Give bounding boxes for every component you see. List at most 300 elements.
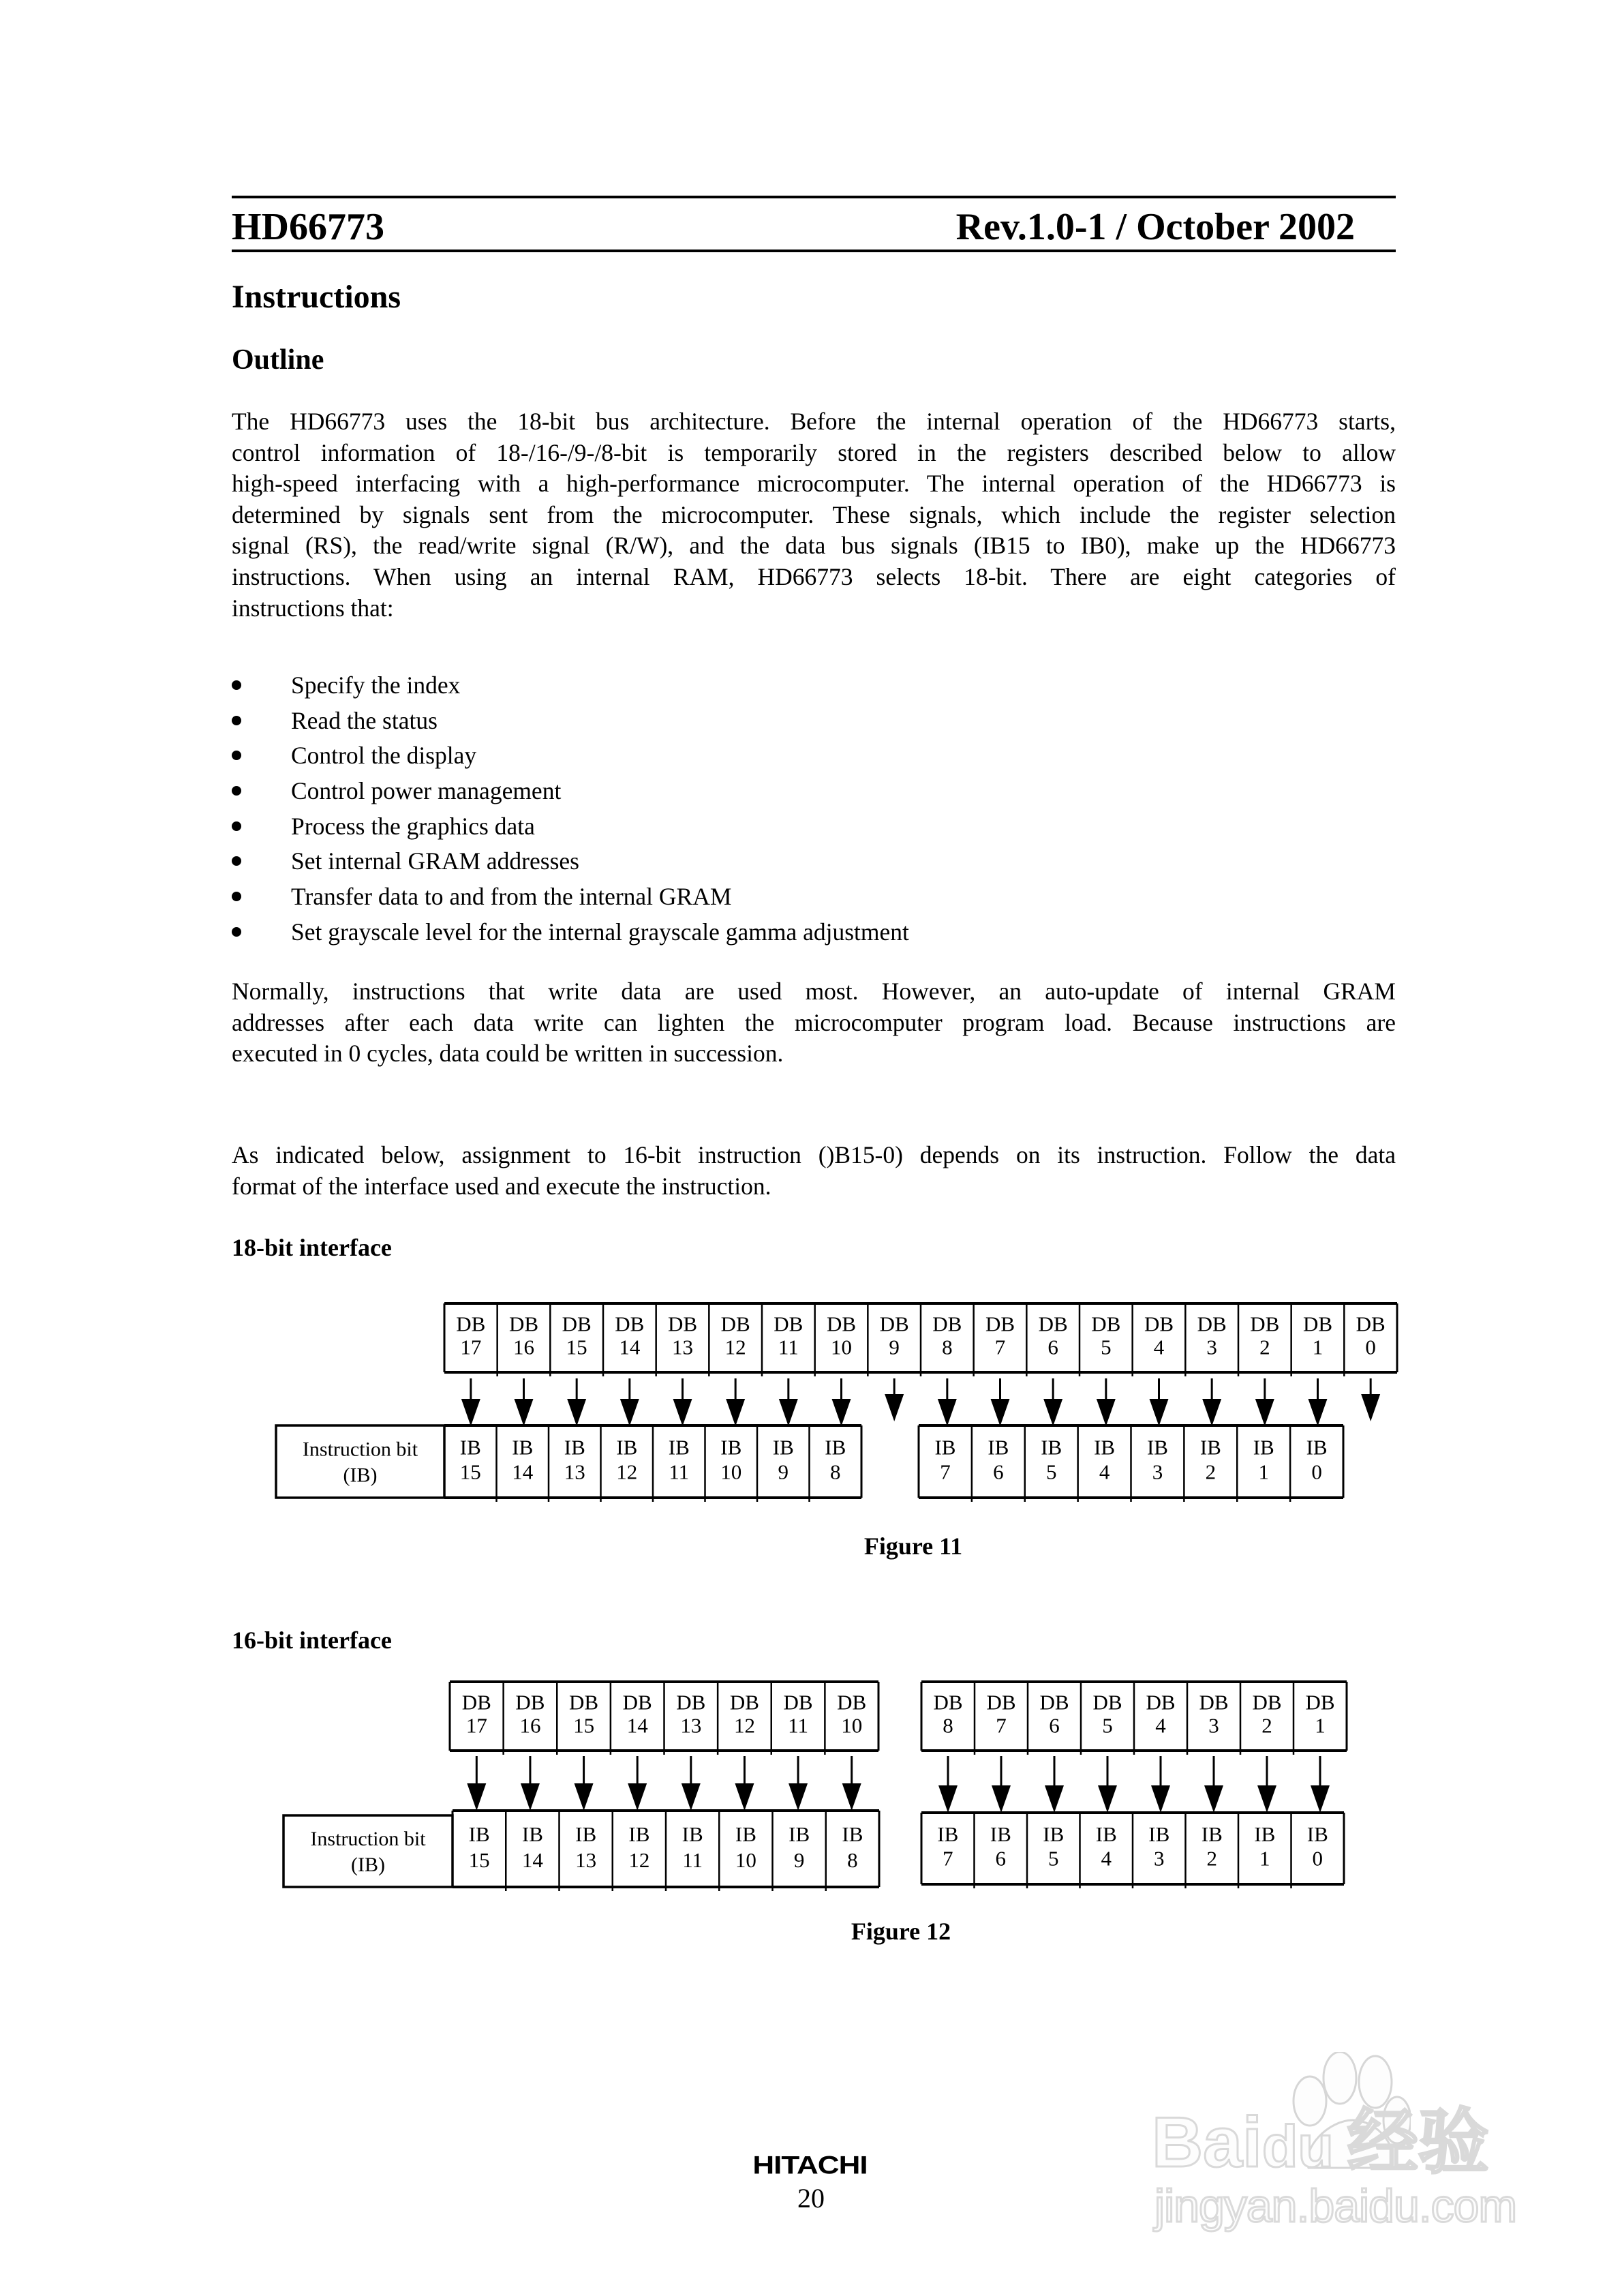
list-item-text: Transfer data to and from the internal GRAM — [291, 883, 732, 911]
list-item-text: Control power management — [291, 777, 562, 805]
mapping-arrow — [726, 1378, 745, 1426]
cell-bit-number: 10 — [735, 1847, 756, 1872]
cell-prefix: DB — [508, 1312, 539, 1336]
cell-prefix: IB — [616, 1435, 638, 1460]
db-lower-row-cell — [1092, 1690, 1122, 1737]
cell-prefix: DB — [676, 1690, 706, 1715]
ib-upper-row-cell — [616, 1435, 637, 1483]
cell-prefix: DB — [1144, 1312, 1174, 1336]
cell-prefix: IB — [682, 1822, 703, 1846]
cell-prefix: IB — [1095, 1822, 1117, 1846]
mapping-arrow — [673, 1378, 692, 1426]
db-lower-row-cell — [1305, 1690, 1334, 1737]
ib-upper-row-cell — [773, 1435, 794, 1483]
watermark-brand-cn: 经验 — [1347, 2103, 1489, 2182]
watermark-brand-latin: Bai — [1152, 2103, 1262, 2182]
arrowhead-icon — [620, 1399, 639, 1426]
cell-bit-number: 13 — [575, 1847, 597, 1872]
instruction-bit-label — [276, 1425, 444, 1498]
bullet-icon — [232, 856, 241, 866]
cell-bit-number: 4 — [1101, 1846, 1112, 1871]
cell-prefix: DB — [667, 1312, 698, 1336]
db-row-cell — [1091, 1312, 1120, 1359]
cell-bit-number: 11 — [778, 1335, 799, 1359]
cell-prefix: DB — [1092, 1690, 1122, 1715]
cell-prefix: IB — [1043, 1822, 1065, 1846]
cell-prefix: IB — [512, 1435, 534, 1460]
cell-prefix: IB — [575, 1822, 597, 1846]
cell-prefix: IB — [735, 1822, 756, 1846]
mapping-arrow — [779, 1378, 798, 1426]
cell-prefix: DB — [837, 1690, 867, 1715]
bullet-icon — [232, 927, 241, 937]
mapping-arrow — [1255, 1378, 1274, 1426]
ib-upper-row-cell — [735, 1822, 756, 1872]
cell-prefix: DB — [461, 1690, 491, 1715]
cell-prefix: IB — [720, 1435, 742, 1460]
cell-bit-number: 13 — [564, 1460, 585, 1484]
mapping-arrow — [467, 1756, 486, 1811]
paragraph-line: signal (RS), the read/write signal (R/W), and the data bus signals (IB15 to IB0), make up the HD66773 — [232, 532, 1396, 560]
cell-prefix: DB — [1199, 1690, 1229, 1715]
cell-bit-number: 15 — [573, 1713, 595, 1738]
cell-bit-number: 9 — [889, 1335, 900, 1359]
cell-bit-number: 9 — [793, 1847, 805, 1872]
mapping-arrow — [682, 1756, 701, 1811]
list-item-text: Set grayscale level for the internal grayscale gamma adjustment — [291, 918, 909, 946]
cell-bit-number: 7 — [940, 1460, 951, 1484]
mapping-arrow — [1043, 1378, 1062, 1426]
arrowhead-icon — [885, 1394, 904, 1421]
mapping-arrow — [1202, 1378, 1221, 1426]
cell-prefix: DB — [1038, 1312, 1068, 1336]
cell-bit-number: 3 — [1152, 1460, 1163, 1484]
arrowhead-icon — [1309, 1399, 1328, 1426]
arrowhead-icon — [1045, 1785, 1064, 1813]
cell-prefix: DB — [1302, 1312, 1333, 1336]
db-lower-row-cell — [1146, 1690, 1175, 1737]
arrowhead-icon — [515, 1399, 534, 1426]
db-lower-row-cell — [1199, 1690, 1228, 1737]
cell-prefix: DB — [1039, 1690, 1069, 1715]
db-lower-row-cell — [1039, 1690, 1069, 1737]
db-row-cell — [1356, 1312, 1386, 1359]
cell-bit-number: 4 — [1155, 1713, 1166, 1738]
label-line1: Instruction bit — [302, 1438, 418, 1461]
cell-prefix: DB — [729, 1690, 759, 1715]
ib-lower-row-cell — [1094, 1435, 1115, 1483]
arrowhead-icon — [1257, 1785, 1276, 1813]
db-row-cell — [774, 1312, 803, 1359]
ib-lower-row-cell — [988, 1435, 1009, 1483]
mapping-arrow — [1309, 1378, 1328, 1426]
ib-lower-row-cell — [1148, 1822, 1169, 1871]
cell-bit-number: 3 — [1208, 1713, 1219, 1738]
hitachi-logo: HITACHI — [752, 2151, 868, 2180]
cell-prefix: IB — [1199, 1435, 1221, 1460]
mapping-arrow — [992, 1756, 1011, 1813]
mapping-arrow — [991, 1378, 1010, 1426]
figure12-caption: Figure 12 — [851, 1918, 951, 1945]
ib-lower-row-cell — [1043, 1822, 1064, 1871]
cell-prefix: DB — [1091, 1312, 1121, 1336]
paragraph-line: The HD66773 uses the 18-bit bus architecture. Before the internal operation of the HD66773 starts, — [232, 408, 1396, 435]
cell-prefix: IB — [937, 1822, 959, 1846]
arrowhead-icon — [1202, 1399, 1221, 1426]
label-line2: (IB) — [351, 1853, 385, 1876]
mapping-arrow — [1150, 1378, 1169, 1426]
assignment-paragraph — [232, 1140, 1396, 1202]
cell-bit-number: 0 — [1312, 1846, 1323, 1871]
arrowhead-icon — [938, 1399, 957, 1426]
db-lower-row-cell — [1252, 1690, 1281, 1737]
ib-lower-row-cell — [990, 1822, 1011, 1871]
paragraph-line: Normally, instructions that write data are used most. However, an auto-update of internal GRAM — [232, 978, 1396, 1005]
cell-bit-number: 2 — [1206, 1846, 1217, 1871]
cell-bit-number: 11 — [669, 1460, 690, 1484]
ib-upper-row-cell — [669, 1435, 690, 1483]
cell-prefix: DB — [879, 1312, 909, 1336]
figure11-diagram — [276, 1303, 1397, 1502]
ib-lower-row-cell — [934, 1435, 955, 1483]
cell-bit-number: 1 — [1312, 1335, 1323, 1359]
cell-bit-number: 17 — [460, 1335, 482, 1359]
list-item-text: Specify the index — [291, 671, 461, 699]
cell-bit-number: 10 — [831, 1335, 852, 1359]
list-item-text: Set internal GRAM addresses — [291, 847, 579, 875]
cell-prefix: DB — [1146, 1690, 1176, 1715]
cell-prefix: DB — [826, 1312, 857, 1336]
db-upper-row-cell — [515, 1690, 545, 1737]
cell-bit-number: 4 — [1099, 1460, 1110, 1484]
cell-bit-number: 11 — [788, 1713, 808, 1738]
db-row-cell — [1144, 1312, 1174, 1359]
ib-upper-row-cell — [522, 1822, 544, 1872]
cell-prefix: DB — [562, 1312, 592, 1336]
figure11-heading: 18-bit interface — [232, 1234, 392, 1261]
mapping-arrow — [1098, 1756, 1117, 1813]
list-item-text: Read the status — [291, 706, 438, 734]
bullet-icon — [232, 892, 241, 901]
arrowhead-icon — [832, 1399, 851, 1426]
baidu-watermark — [1152, 2052, 1533, 2236]
mapping-arrow — [1204, 1756, 1223, 1813]
mapping-arrow — [575, 1756, 594, 1811]
cell-bit-number: 12 — [616, 1460, 638, 1484]
cell-bit-number: 7 — [994, 1335, 1006, 1359]
ib-upper-row-cell — [825, 1435, 846, 1483]
cell-bit-number: 10 — [720, 1460, 742, 1484]
mapping-arrow — [1045, 1756, 1064, 1813]
arrowhead-icon — [1204, 1785, 1223, 1813]
db-row-cell — [880, 1312, 909, 1359]
db-upper-row-cell — [784, 1690, 813, 1737]
mapping-arrow — [628, 1756, 647, 1811]
cell-bit-number: 8 — [942, 1335, 953, 1359]
cell-prefix: IB — [1041, 1435, 1062, 1460]
figure12-diagram — [284, 1682, 1347, 1891]
mapping-arrow — [1097, 1378, 1116, 1426]
cell-prefix: DB — [986, 1690, 1016, 1715]
cell-prefix: IB — [842, 1822, 863, 1846]
ib-upper-row-cell — [842, 1822, 863, 1872]
ib-lower-row-cell — [1041, 1435, 1062, 1483]
mapping-arrow — [515, 1378, 534, 1426]
cell-prefix: DB — [1305, 1690, 1335, 1715]
mapping-arrow — [567, 1378, 586, 1426]
paragraph-line: high-speed interfacing with a high-performance microcomputer. The internal operation of the HD66773 is — [232, 470, 1396, 498]
cell-bit-number: 1 — [1259, 1846, 1270, 1871]
db-upper-row-cell — [730, 1690, 759, 1737]
cell-bit-number: 15 — [468, 1847, 490, 1872]
arrowhead-icon — [1098, 1785, 1117, 1813]
arrowhead-icon — [735, 1783, 754, 1811]
arrowhead-icon — [682, 1783, 701, 1811]
db-upper-row-cell — [676, 1690, 705, 1737]
cell-bit-number: 5 — [1101, 1335, 1112, 1359]
cell-prefix: IB — [459, 1435, 481, 1460]
cell-prefix: IB — [1306, 1822, 1328, 1846]
cell-bit-number: 4 — [1153, 1335, 1165, 1359]
cell-bit-number: 1 — [1315, 1713, 1326, 1738]
arrowhead-icon — [1311, 1785, 1330, 1813]
cell-bit-number: 15 — [566, 1335, 587, 1359]
mapping-arrow — [521, 1756, 540, 1811]
cell-bit-number: 12 — [628, 1847, 650, 1872]
paragraph-line: instructions. When using an internal RAM, HD66773 selects 18-bit. There are eight categories of — [232, 562, 1396, 590]
cell-bit-number: 16 — [519, 1713, 541, 1738]
cell-prefix: DB — [774, 1312, 804, 1336]
list-item-text: Process the graphics data — [291, 812, 535, 840]
cell-prefix: IB — [668, 1435, 690, 1460]
cell-bit-number: 14 — [521, 1847, 543, 1872]
ib-lower-row-cell — [937, 1822, 958, 1871]
mapping-arrow — [620, 1378, 639, 1426]
cell-bit-number: 3 — [1206, 1335, 1217, 1359]
watermark-brand — [1152, 2105, 1489, 2184]
subsection-title: Outline — [232, 344, 324, 376]
bullet-icon — [232, 680, 241, 690]
ib-upper-row-cell — [628, 1822, 649, 1872]
cell-bit-number: 0 — [1365, 1335, 1376, 1359]
db-row-cell — [509, 1312, 538, 1359]
ib-upper-row-cell — [789, 1822, 810, 1872]
cell-bit-number: 8 — [943, 1713, 953, 1738]
mapping-arrow — [1257, 1756, 1276, 1813]
cell-bit-number: 9 — [778, 1460, 789, 1484]
db-upper-row-cell — [837, 1690, 866, 1737]
mapping-arrow — [938, 1378, 957, 1426]
db-upper-row-cell — [623, 1690, 652, 1737]
cell-bit-number: 6 — [993, 1460, 1004, 1484]
cell-bit-number: 12 — [724, 1335, 746, 1359]
arrowhead-icon — [1255, 1399, 1274, 1426]
mapping-arrow — [938, 1756, 958, 1813]
cell-bit-number: 2 — [1205, 1460, 1216, 1484]
cell-prefix: DB — [515, 1690, 545, 1715]
mapping-arrow — [789, 1756, 808, 1811]
db-row-cell — [1303, 1312, 1332, 1359]
mapping-arrow — [832, 1378, 851, 1426]
cell-prefix: IB — [825, 1435, 846, 1460]
arrowhead-icon — [628, 1783, 647, 1811]
cell-bit-number: 17 — [465, 1713, 487, 1738]
cell-bit-number: 14 — [626, 1713, 648, 1738]
cell-bit-number: 14 — [619, 1335, 641, 1359]
mapping-arrow — [842, 1756, 861, 1811]
ib-upper-row-cell — [720, 1435, 741, 1483]
cell-prefix: DB — [932, 1312, 962, 1336]
cell-bit-number: 3 — [1154, 1846, 1165, 1871]
bullet-icon — [232, 821, 241, 831]
ib-lower-row-cell — [1306, 1435, 1328, 1483]
db-row-cell — [615, 1312, 644, 1359]
mapping-arrow — [1151, 1756, 1170, 1813]
ib-lower-row-cell — [1096, 1822, 1117, 1871]
cell-prefix: DB — [783, 1690, 813, 1715]
db-row-cell — [1039, 1312, 1068, 1359]
cell-prefix: IB — [1254, 1822, 1276, 1846]
cell-prefix: DB — [1250, 1312, 1280, 1336]
cell-bit-number: 6 — [1049, 1713, 1060, 1738]
cell-bit-number: 5 — [1102, 1713, 1113, 1738]
cell-bit-number: 8 — [847, 1847, 858, 1872]
header-bottom-rule — [232, 250, 1396, 252]
cell-prefix: IB — [1306, 1435, 1328, 1460]
arrowhead-icon — [1361, 1394, 1380, 1421]
cell-bit-number: 7 — [996, 1713, 1007, 1738]
cell-prefix: DB — [933, 1690, 963, 1715]
arrowhead-icon — [779, 1399, 798, 1426]
db-row-cell — [1197, 1312, 1227, 1359]
cell-bit-number: 1 — [1258, 1460, 1269, 1484]
arrowhead-icon — [467, 1783, 486, 1811]
cell-bit-number: 7 — [943, 1846, 953, 1871]
arrowhead-icon — [842, 1783, 861, 1811]
cell-bit-number: 2 — [1259, 1335, 1270, 1359]
figure12-heading: 16-bit interface — [232, 1627, 392, 1654]
mapping-arrow — [735, 1756, 754, 1811]
cell-bit-number: 6 — [1047, 1335, 1058, 1359]
bullet-icon — [232, 751, 241, 760]
cell-prefix: IB — [628, 1822, 650, 1846]
cell-bit-number: 8 — [830, 1460, 841, 1484]
arrowhead-icon — [1097, 1399, 1116, 1426]
ib-upper-row-cell — [460, 1435, 481, 1483]
watermark-url: jingyan.baidu.com — [1154, 2180, 1517, 2232]
cell-prefix: DB — [615, 1312, 645, 1336]
cell-prefix: IB — [521, 1822, 543, 1846]
paragraph-line: addresses after each data write can lighten the microcomputer program load. Because instructions are — [232, 1008, 1396, 1036]
cell-prefix: IB — [1201, 1822, 1223, 1846]
paragraph-line: instructions that: — [232, 594, 394, 622]
mapping-arrow — [1361, 1378, 1380, 1421]
ib-upper-row-cell — [512, 1435, 534, 1483]
db-row-cell — [827, 1312, 856, 1359]
cell-prefix: DB — [1356, 1312, 1386, 1336]
paragraph-line: determined by signals sent from the microcomputer. These signals, which include the register selection — [232, 500, 1396, 528]
arrowhead-icon — [673, 1399, 692, 1426]
db-lower-row-cell — [933, 1690, 962, 1737]
db-upper-row-cell — [462, 1690, 491, 1737]
revision-date: Rev.1.0-1 / October 2002 — [955, 206, 1355, 248]
cell-prefix: DB — [1197, 1312, 1227, 1336]
ib-upper-row-cell — [575, 1822, 596, 1872]
cell-prefix: IB — [1253, 1435, 1274, 1460]
arrowhead-icon — [567, 1399, 586, 1426]
cell-prefix: IB — [468, 1822, 490, 1846]
cell-prefix: IB — [1148, 1822, 1170, 1846]
ib-lower-row-cell — [1147, 1435, 1168, 1483]
db-row-cell — [721, 1312, 750, 1359]
cell-bit-number: 11 — [682, 1847, 703, 1872]
db-row-cell — [562, 1312, 592, 1359]
arrowhead-icon — [789, 1783, 808, 1811]
cell-prefix: IB — [1146, 1435, 1168, 1460]
cell-bit-number: 6 — [995, 1846, 1006, 1871]
ib-upper-row-cell — [564, 1435, 585, 1483]
bullet-icon — [232, 716, 241, 725]
arrowhead-icon — [938, 1785, 958, 1813]
cell-bit-number: 0 — [1311, 1460, 1322, 1484]
mapping-arrow — [885, 1378, 904, 1421]
arrowhead-icon — [992, 1785, 1011, 1813]
arrowhead-icon — [575, 1783, 594, 1811]
ib-lower-row-cell — [1200, 1435, 1221, 1483]
cell-bit-number: 5 — [1048, 1846, 1059, 1871]
mapping-arrow — [1311, 1756, 1330, 1813]
write-paragraph — [232, 976, 1396, 1070]
arrowhead-icon — [1043, 1399, 1062, 1426]
label-line2: (IB) — [343, 1464, 378, 1487]
cell-prefix: IB — [1094, 1435, 1116, 1460]
db-row-cell — [668, 1312, 697, 1359]
paragraph-line: control information of 18-/16-/9-/8-bit is temporarily stored in the registers described below to allow — [232, 438, 1396, 466]
cell-prefix: DB — [1252, 1690, 1282, 1715]
cell-bit-number: 15 — [459, 1460, 481, 1484]
cell-prefix: IB — [934, 1435, 956, 1460]
watermark-brand-du: du — [1261, 2114, 1334, 2179]
arrowhead-icon — [461, 1399, 480, 1426]
cell-bit-number: 10 — [841, 1713, 863, 1738]
ib-lower-row-cell — [1253, 1435, 1274, 1483]
page-number: 20 — [797, 2183, 825, 2214]
document-id: HD66773 — [232, 206, 384, 248]
section-title: Instructions — [232, 279, 401, 315]
cell-prefix: IB — [988, 1435, 1009, 1460]
db-row-cell — [985, 1312, 1015, 1359]
arrowhead-icon — [991, 1399, 1010, 1426]
paragraph-line: As indicated below, assignment to 16-bit instruction ()B15-0) depends on its instruction. Follow the data — [232, 1141, 1396, 1168]
cell-prefix: DB — [720, 1312, 750, 1336]
db-lower-row-cell — [986, 1690, 1015, 1737]
arrowhead-icon — [1151, 1785, 1170, 1813]
cell-bit-number: 12 — [733, 1713, 755, 1738]
cell-bit-number: 13 — [680, 1713, 702, 1738]
cell-prefix: IB — [772, 1435, 794, 1460]
cell-bit-number: 14 — [512, 1460, 534, 1484]
ib-lower-row-cell — [1307, 1822, 1328, 1871]
cell-prefix: DB — [985, 1312, 1015, 1336]
db-row-cell — [456, 1312, 485, 1359]
label-line1: Instruction bit — [310, 1828, 426, 1851]
cell-bit-number: 5 — [1045, 1460, 1057, 1484]
bullet-icon — [232, 786, 241, 796]
cell-bit-number: 13 — [672, 1335, 693, 1359]
header-top-rule — [232, 196, 1396, 198]
intro-paragraph — [232, 406, 1396, 624]
db-row-cell — [1250, 1312, 1279, 1359]
